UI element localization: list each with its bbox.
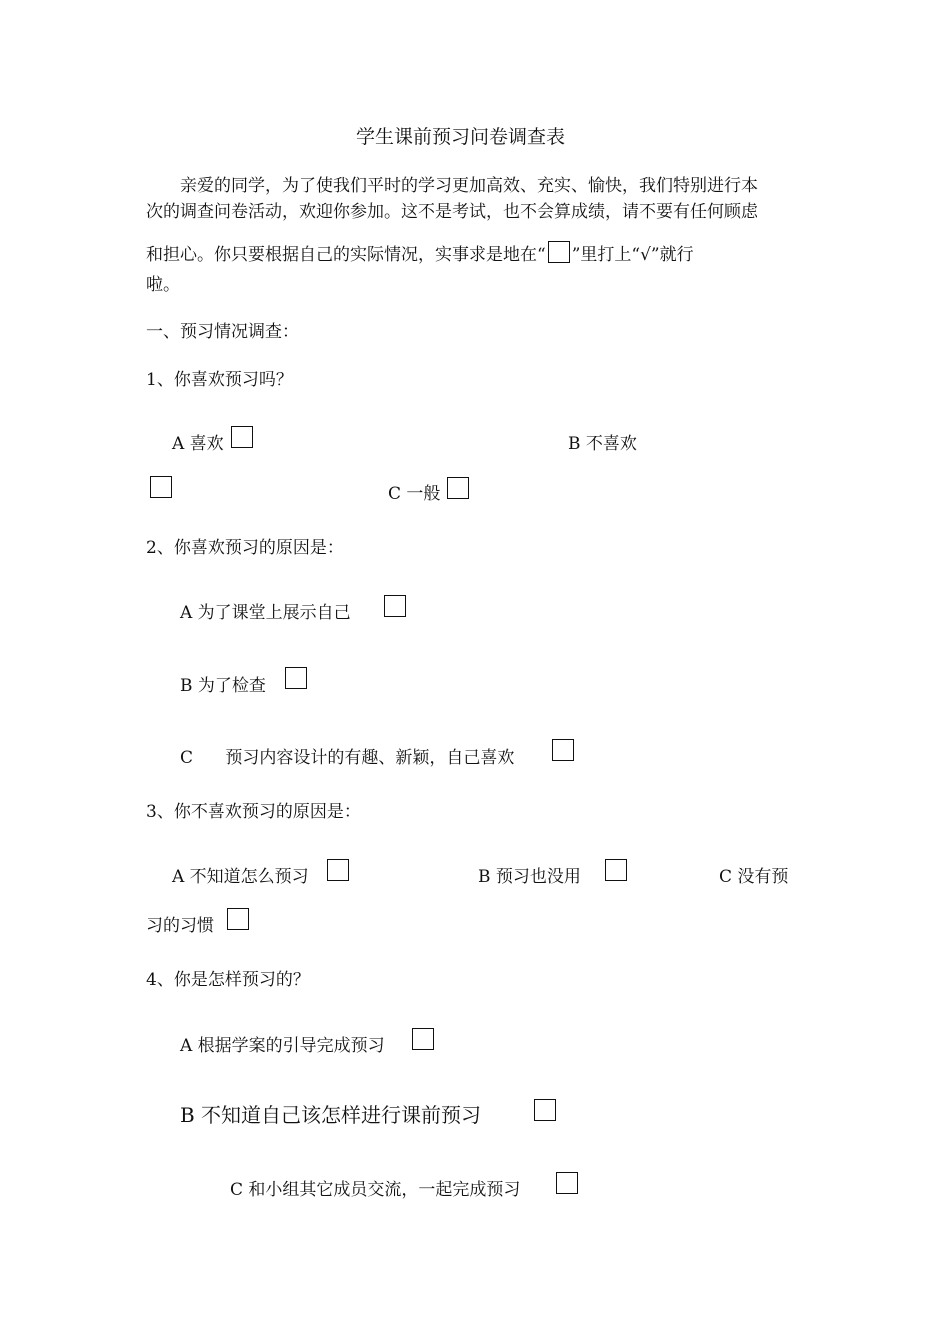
- q2-option-a-label: A 为了课堂上展示自己: [180, 603, 351, 623]
- q1-option-c-checkbox[interactable]: [447, 477, 469, 499]
- question-2: 2、你喜欢预习的原因是：: [146, 538, 344, 558]
- q3-option-c-label: C 没有预: [719, 867, 789, 887]
- q3-option-c-label-continued: 习的习惯: [146, 916, 214, 936]
- q2-option-c-checkbox[interactable]: [552, 739, 574, 761]
- question-1: 1、你喜欢预习吗？: [146, 370, 293, 390]
- section-heading: 一、预习情况调查：: [146, 322, 299, 342]
- q1-option-c-label: C 一般: [388, 484, 441, 504]
- q4-option-a-checkbox[interactable]: [412, 1028, 434, 1050]
- q1-option-b-checkbox[interactable]: [150, 476, 172, 498]
- example-checkbox-icon: [548, 241, 570, 263]
- intro-line-3: [146, 241, 694, 266]
- q3-option-a-checkbox[interactable]: [327, 859, 349, 881]
- q2-option-c-label: C 预习内容设计的有趣、新颖，自己喜欢: [180, 748, 515, 768]
- intro-line-3-after: ”里打上“√”就行: [571, 245, 694, 265]
- q4-option-a-label: A 根据学案的引导完成预习: [180, 1036, 385, 1056]
- intro-line-2: 次的调查问卷活动，欢迎你参加。这不是考试，也不会算成绩，请不要有任何顾虑: [146, 202, 758, 222]
- q3-option-a-label: A 不知道怎么预习: [172, 867, 309, 887]
- question-4: 4、你是怎样预习的？: [146, 970, 310, 990]
- q2-option-b-label: B 为了检查: [180, 676, 266, 696]
- q2-option-b-checkbox[interactable]: [285, 667, 307, 689]
- document-title: 学生课前预习问卷调查表: [356, 126, 566, 148]
- q1-option-b-label: B 不喜欢: [568, 434, 637, 454]
- q3-option-b-label: B 预习也没用: [478, 867, 581, 887]
- q1-option-a-label: A 喜欢: [172, 434, 224, 454]
- question-3: 3、你不喜欢预习的原因是：: [146, 802, 361, 822]
- q3-option-b-checkbox[interactable]: [605, 859, 627, 881]
- q3-option-c-checkbox[interactable]: [227, 908, 249, 930]
- intro-line-1-text: 亲爱的同学，为了使我们平时的学习更加高效、充实、愉快，我们特别进行本: [180, 176, 758, 196]
- q4-option-c-label: C 和小组其它成员交流，一起完成预习: [230, 1180, 521, 1200]
- q4-option-b-checkbox[interactable]: [534, 1099, 556, 1121]
- intro-line-1: [180, 175, 808, 197]
- q4-option-b-label: B 不知道自己该怎样进行课前预习: [180, 1103, 482, 1127]
- intro-line-4: 啦。: [146, 275, 180, 295]
- q2-option-a-checkbox[interactable]: [384, 595, 406, 617]
- intro-line-3-before: 和担心。你只要根据自己的实际情况，实事求是地在“: [146, 245, 546, 265]
- q4-option-c-checkbox[interactable]: [556, 1172, 578, 1194]
- q1-option-a-checkbox[interactable]: [231, 426, 253, 448]
